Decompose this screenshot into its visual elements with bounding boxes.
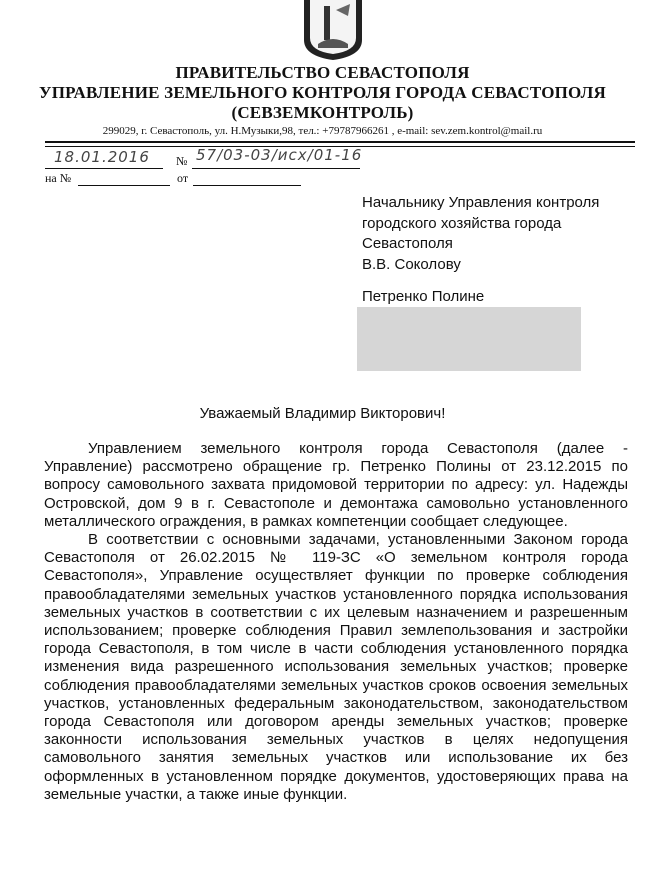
header-divider-thick (45, 141, 635, 143)
header-government-name: ПРАВИТЕЛЬСТВО СЕВАСТОПОЛЯ (175, 63, 470, 82)
header-contact-address: 299029, г. Севастополь, ул. Н.Музыки,98, тел.: +79787966261 , e-mail: sev.zem.kontrol@mail.ru (102, 125, 543, 137)
addressee-line: Начальнику Управления контроля (362, 194, 600, 211)
body-paragraph: В соответствии с основными задачами, установленными Законом города Севастополя от 26.02.2015 № 119-ЗС «О земельном контроля города Севастополя», Управление осуществляет функции по проверке соблюдения правообладателями земельных участков установленного порядка использования земельных участков в соответствии с их целевым назначением и разрешенным использованием; проверке соблюдения Правил землепользования и застройки города Севастополя, в том числе в части соблюдения установленного порядка изменения вида разрешенного использования земельных участков; проверке соблюдения правообладателями земельных участков сроков освоения земельных участков, установленных федеральным законодательством, законодательством города Севастополя или договором аренды земельных участков; проверке законности использования земельных участков в целях недопущения самовольного занятия земельных участков или использование их без оформленных в установленном порядке документов, удостоверяющих права на земельные участки, а также иные функции. (44, 531, 628, 803)
header-department-name: УПРАВЛЕНИЕ ЗЕМЕЛЬНОГО КОНТРОЛЯ ГОРОДА СЕВАСТОПОЛЯ (39, 83, 606, 102)
addressee-line: В.В. Соколову (362, 255, 461, 273)
number-underline (192, 168, 360, 169)
copy-recipient: Петренко Полине (362, 288, 485, 305)
reference-date-label: от (177, 171, 189, 185)
registration-date-handwritten: 18.01.2016 (54, 148, 150, 166)
reference-number-label: на № (45, 171, 72, 185)
addressee-line: городского хозяйства города (362, 214, 562, 232)
letter-body (44, 440, 628, 804)
reference-date-underline (193, 185, 301, 186)
coat-of-arms-emblem (298, 0, 368, 60)
body-paragraph: Управлением земельного контроля города Севастополя (далее - Управление) рассмотрено обращение гр. Петренко Полины от 23.12.2015 по вопросу самовольного захвата придомовой территории по адресу: ул. Надежды Островской, дом 9 в г. Севастополе и демонтажа самовольно установленного металлического ограждения, в рамках компетенции сообщает следующее. (44, 440, 628, 530)
registration-number-handwritten: 57/03-03/исх/01-16 (196, 146, 363, 164)
header-department-abbreviation: (СЕВЗЕМКОНТРОЛЬ) (231, 103, 414, 122)
greeting: Уважаемый Владимир Викторович! (199, 405, 446, 422)
registration-number-sign: № (176, 154, 188, 168)
redacted-address-block (357, 307, 581, 371)
reference-number-underline (78, 185, 170, 186)
date-underline (45, 168, 163, 169)
addressee-block (362, 193, 599, 275)
addressee-line: Севастополя (362, 235, 453, 252)
